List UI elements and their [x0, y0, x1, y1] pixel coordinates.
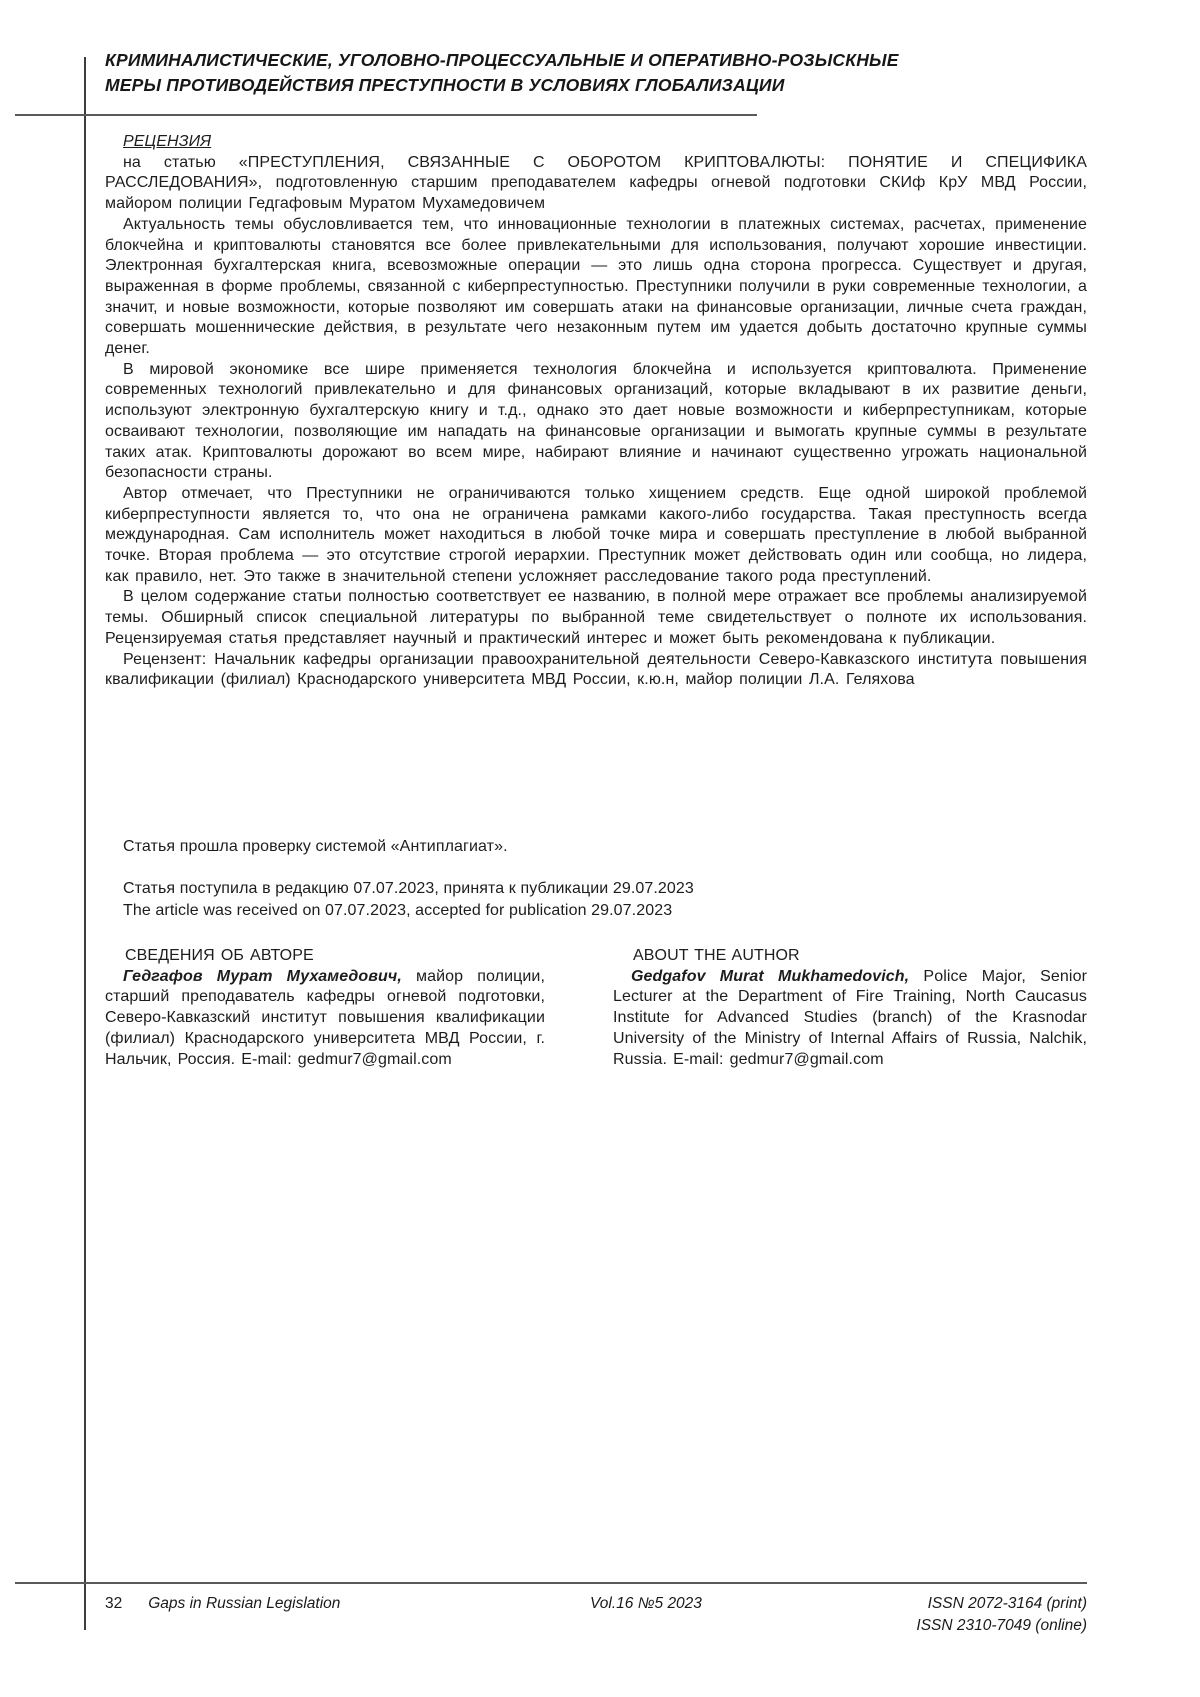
antiplagiat-note: Статья прошла проверку системой «Антиплагиат».: [123, 838, 508, 855]
about-author-ru-heading: СВЕДЕНИЯ ОБ АВТОРЕ: [125, 947, 314, 964]
running-head-line-2: МЕРЫ ПРОТИВОДЕЙСТВИЯ ПРЕСТУПНОСТИ В УСЛОВИЯХ ГЛОБАЛИЗАЦИИ: [105, 75, 785, 95]
author-details-en: Police Major, Senior Lecturer at the Department of Fire Training, North Caucasus Institute for Advanced Studies (branch) of the Krasnodar University of the Ministry of Internal Affairs of Russia, Nalchik, Russia. E-mail: gedmur7@gmail.com: [613, 967, 1087, 1068]
volume-issue: Vol.16 №5 2023: [590, 1595, 702, 1612]
journal-title: Gaps in Russian Legislation: [148, 1595, 341, 1612]
footer-divider: [15, 1582, 1087, 1584]
review-paragraph: Рецензент: Начальник кафедры организации правоохранительной деятельности Северо-Кавказского института повышения квалификации (филиал) Краснодарского университета МВД России, к.ю.н, майор полиции Л.А. Геляхова: [105, 650, 1087, 689]
header-divider: [15, 114, 757, 116]
submission-dates: [105, 878, 1087, 921]
page-number: 32: [105, 1595, 123, 1612]
about-author-en: [613, 946, 1087, 1070]
footer-left: [105, 1593, 475, 1615]
review-paragraph: на статью «ПРЕСТУПЛЕНИЯ, СВЯЗАННЫЕ С ОБОРОТОМ КРИПТОВАЛЮТЫ: ПОНЯТИЕ И СПЕЦИФИКА РАССЛЕДОВАНИЯ», подготовленную старшим преподавателем кафедры огневой подготовки СКИф КрУ МВД России, майором полиции Гедгафовым Муратом Мухамедовичем: [105, 153, 1087, 213]
running-head-line-1: КРИМИНАЛИСТИЧЕСКИЕ, УГОЛОВНО-ПРОЦЕССУАЛЬНЫЕ И ОПЕРАТИВНО-РОЗЫСКНЫЕ: [105, 50, 899, 70]
author-name-en: Gedgafov Murat Mukhamedovich,: [631, 967, 910, 985]
review-paragraph: Автор отмечает, что Преступники не ограничиваются только хищением средств. Еще одной широкой проблемой киберпреступности является то, что она не ограничена рамками какого-либо государства. Такая преступность всегда международная. Сам исполнитель может находиться в любой точке мира и совершать преступление в любой выбранной точке. Вторая проблема — это отсутствие строгой иерархии. Преступник может действовать один или сообща, но лидера, как правило, нет. Это также в значительной степени усложняет расследование такого рода преступлений.: [105, 484, 1087, 585]
about-author-en-text: [613, 967, 1087, 1071]
issn-online: ISSN 2310-7049 (online): [916, 1617, 1087, 1634]
running-head: [105, 48, 1085, 98]
author-name-ru: Гедгафов Мурат Мухамедович,: [123, 967, 402, 985]
review-body: [105, 132, 1087, 691]
author-details-ru: майор полиции, старший преподаватель кафедры огневой подготовки, Северо-Кавказский институт повышения квалификации (филиал) Краснодарского университета МВД России, г. Нальчик, Россия. E-mail: gedmur7@gmail.com: [105, 967, 545, 1068]
about-author-section: [105, 946, 1087, 1070]
review-paragraph: В целом содержание статьи полностью соответствует ее названию, в полной мере отражает все проблемы анализируемой темы. Обширный список специальной литературы по выбранной теме свидетельствует о полноте их использования. Рецензируемая статья представляет научный и практический интерес и может быть рекомендована к публикации.: [105, 588, 1087, 647]
review-label: РЕЦЕНЗИЯ: [123, 133, 212, 150]
review-paragraph: Актуальность темы обусловливается тем, что инновационные технологии в платежных системах, расчетах, применение блокчейна и криптовалюты становятся все более привлекательными для использования, получают хорошие инвестиции. Электронная бухгалтерская книга, всевозможные операции — это лишь одна сторона прогресса. Существует и другая, выраженная в форме проблемы, связанной с киберпреступностью. Преступники получили в руки современные технологии, а значит, и новые возможности, которые позволяют им совершать атаки на финансовые организации, личные счета граждан, совершать мошеннические действия, в результате чего незаконным путем им удается добыть достаточно крупные суммы денег.: [105, 215, 1087, 358]
about-author-ru-text: [105, 967, 545, 1071]
page-footer: [105, 1593, 1087, 1637]
review-paragraph: В мировой экономике все шире применяется технология блокчейна и используется криптовалюта. Применение современных технологий привлекательно и для финансовых организаций, которые вкладывают в их развитие деньги, используют электронную бухгалтерскую книгу и т.д., однако это дает новые возможности и киберпреступникам, которые осваивают технологии, позволяющие им нападать на финансовые организации и вымогать крупные суммы в результате таких атак. Криптовалюты дорожают во всем мире, набирают влияние и начинают существенно угрожать национальной безопасности страны.: [105, 360, 1087, 482]
about-author-ru: [105, 946, 545, 1070]
about-author-en-heading: ABOUT THE AUTHOR: [633, 947, 800, 964]
received-date-en: The article was received on 07.07.2023, accepted for publication 29.07.2023: [123, 901, 673, 919]
received-date-ru: Статья поступила в редакцию 07.07.2023, принята к публикации 29.07.2023: [123, 880, 694, 897]
issn-print: ISSN 2072-3164 (print): [927, 1595, 1087, 1612]
left-margin-rule: [84, 57, 86, 1630]
issn-block: [817, 1593, 1087, 1637]
